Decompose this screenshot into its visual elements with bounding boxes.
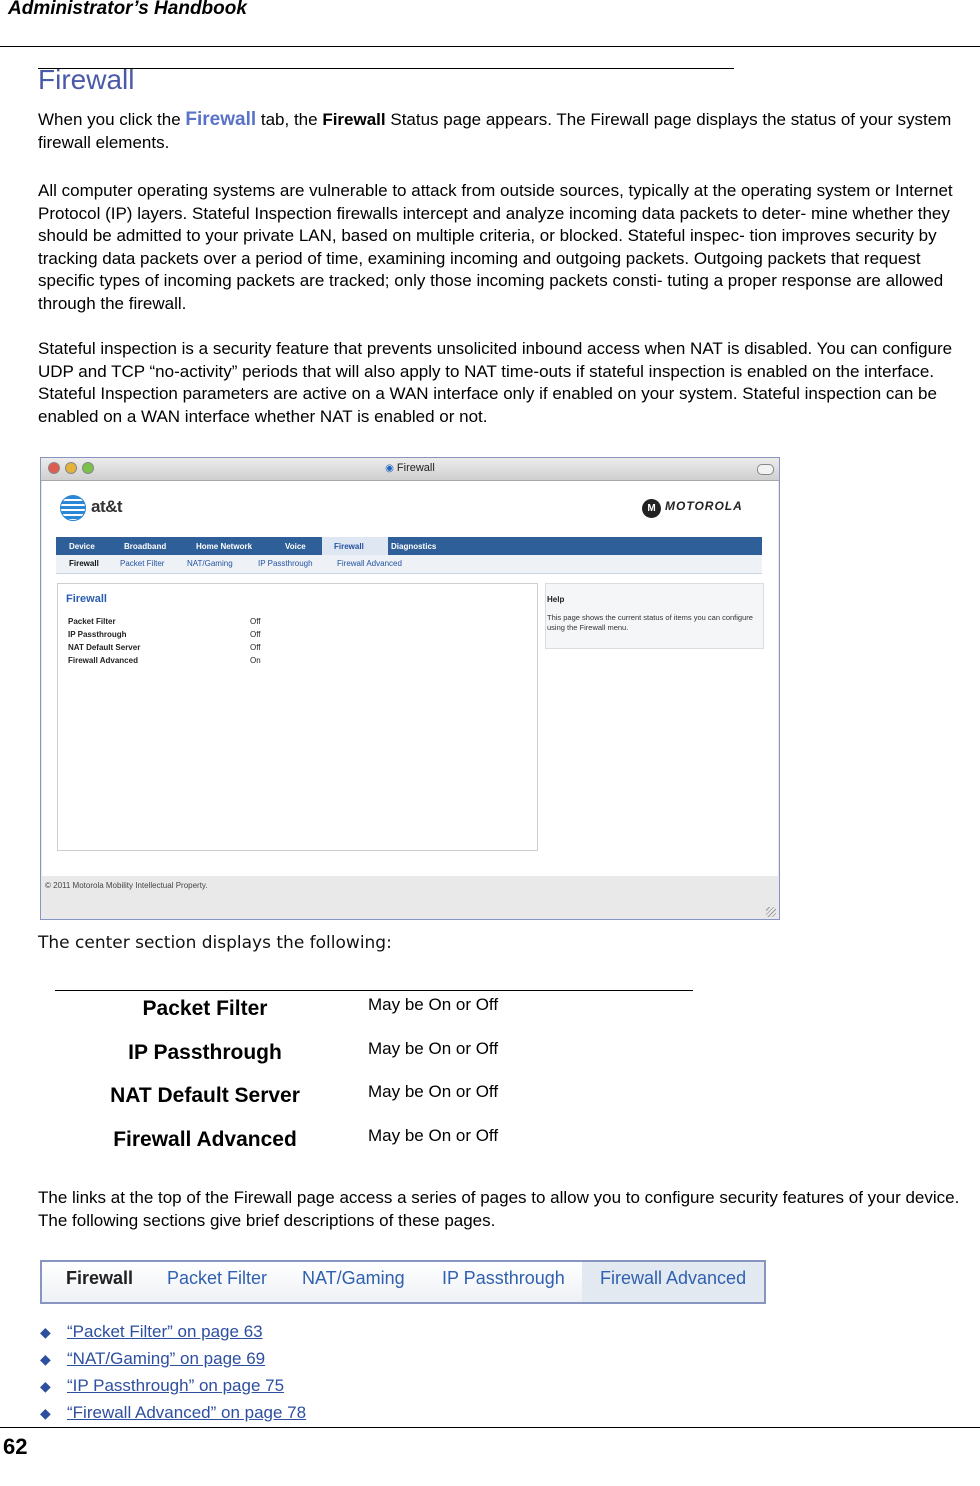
strip-tab-firewall-advanced[interactable]: Firewall Advanced	[600, 1268, 747, 1288]
table-description: May be On or Off	[368, 995, 499, 1014]
subtab-firewall-advanced[interactable]: Firewall Advanced	[337, 559, 402, 568]
toolbar-toggle-icon[interactable]	[757, 464, 774, 475]
att-logo: at&t	[91, 497, 123, 516]
bullet-diamond-icon: ◆	[40, 1405, 51, 1421]
table-term: Firewall Advanced	[113, 1128, 297, 1151]
status-value: Off	[250, 617, 261, 626]
bullet-diamond-icon: ◆	[40, 1351, 51, 1367]
strip-tab-packet-filter[interactable]: Packet Filter	[167, 1268, 268, 1288]
section-rule	[38, 68, 734, 69]
status-panel	[57, 583, 538, 851]
nav-tab-diagnostics[interactable]: Diagnostics	[391, 542, 437, 551]
status-label: IP Passthrough	[68, 630, 127, 639]
nav-tab-home-network[interactable]: Home Network	[196, 542, 253, 551]
firewall-tab-reference: Firewall	[185, 109, 257, 130]
web-page	[42, 481, 778, 876]
help-title: Help	[547, 595, 565, 604]
subtab-firewall[interactable]: Firewall	[69, 559, 99, 568]
copyright-text: © 2011 Motorola Mobility Intellectual Property.	[45, 881, 208, 890]
stateful-paragraph: All computer operating systems are vulnerable to attack from outside sources, typically at the operating system or Internet Protocol (IP) layers. Stateful Inspection firewalls intercept and analyze incoming data packets to deter- mine whether they should be admitted to your private LAN, based on multiple criteria, or blocked. Stateful inspec- tion improves security by tracking data packets over a period of time, examining incoming and outgoing packets. Outgoing packets that request specific types of incoming packets are tracked; only those incoming packets consti- tuting a proper response are allowed through the firewall.	[38, 181, 953, 313]
nav-tab-device[interactable]: Device	[69, 542, 95, 551]
table-description: May be On or Off	[368, 1039, 499, 1058]
motorola-logo: MOTOROLA	[665, 499, 743, 513]
help-text: This page shows the current status of items you can configure using the Firewall menu.	[547, 613, 753, 632]
section-title: Firewall	[38, 64, 135, 95]
resize-grip-icon[interactable]	[766, 907, 776, 917]
nav-tab-broadband[interactable]: Broadband	[124, 542, 167, 551]
att-globe-icon	[60, 495, 86, 521]
strip-tab-nat-gaming[interactable]: NAT/Gaming	[302, 1268, 405, 1288]
bullet-diamond-icon: ◆	[40, 1378, 51, 1394]
center-section-intro: The center section displays the following:	[38, 933, 392, 953]
table-term: NAT Default Server	[110, 1084, 300, 1107]
table-description: May be On or Off	[368, 1082, 499, 1101]
strip-tab-ip-passthrough[interactable]: IP Passthrough	[442, 1268, 565, 1288]
link-firewall-advanced[interactable]: “Firewall Advanced” on page 78	[67, 1403, 307, 1422]
strip-tab-firewall[interactable]: Firewall	[66, 1268, 134, 1288]
table-term: Packet Filter	[142, 997, 268, 1020]
table-description: May be On or Off	[368, 1126, 499, 1145]
motorola-batwing-icon: M	[642, 499, 661, 518]
intro-paragraph: When you click the Firewall tab, the Firewall Status page appears. The Firewall page displays the status of your system firewall elements.	[38, 109, 952, 152]
firewall-page-screenshot	[40, 457, 780, 920]
page-number: 62	[3, 1434, 28, 1459]
subtab-ip-passthrough[interactable]: IP Passthrough	[258, 559, 313, 568]
footer-rule	[0, 1427, 980, 1428]
link-nat-gaming[interactable]: “NAT/Gaming” on page 69	[67, 1349, 266, 1368]
bullet-diamond-icon: ◆	[40, 1324, 51, 1340]
link-packet-filter[interactable]: “Packet Filter” on page 63	[67, 1322, 263, 1341]
window-title: ◉ Firewall	[385, 462, 435, 474]
status-label: NAT Default Server	[68, 643, 141, 652]
nav-tab-firewall[interactable]: Firewall	[334, 542, 364, 551]
links-paragraph: The links at the top of the Firewall page access a series of pages to allow you to configure security features of your device. The following sections give brief descriptions of these pages.	[38, 1188, 960, 1230]
nav-tab-voice[interactable]: Voice	[285, 542, 306, 551]
table-term: IP Passthrough	[128, 1041, 282, 1064]
window-titlebar	[41, 458, 779, 481]
stateful-config-paragraph: Stateful inspection is a security feature that prevents unsolicited inbound access when NAT is disabled. You can configure UDP and TCP “no-activity” periods that will also apply to NAT time-outs if stateful inspection is enabled on the interface. Stateful Inspection parameters are active on a WAN interface only if enabled on your system. Stateful inspection can be enabled on a WAN interface whether NAT is enabled or not.	[38, 339, 953, 426]
status-panel-title: Firewall	[66, 593, 107, 605]
status-value: On	[250, 656, 261, 665]
status-label: Packet Filter	[68, 617, 116, 626]
header-rule	[0, 46, 980, 47]
link-ip-passthrough[interactable]: “IP Passthrough” on page 75	[67, 1376, 285, 1395]
table-rule	[55, 990, 693, 991]
subtab-packet-filter[interactable]: Packet Filter	[120, 559, 165, 568]
running-header: Administrator’s Handbook	[8, 0, 247, 19]
wifi-icon: ◉	[385, 463, 394, 474]
status-value: Off	[250, 630, 261, 639]
status-value: Off	[250, 643, 261, 652]
status-label: Firewall Advanced	[68, 656, 138, 665]
subtab-nat-gaming[interactable]: NAT/Gaming	[187, 559, 233, 568]
